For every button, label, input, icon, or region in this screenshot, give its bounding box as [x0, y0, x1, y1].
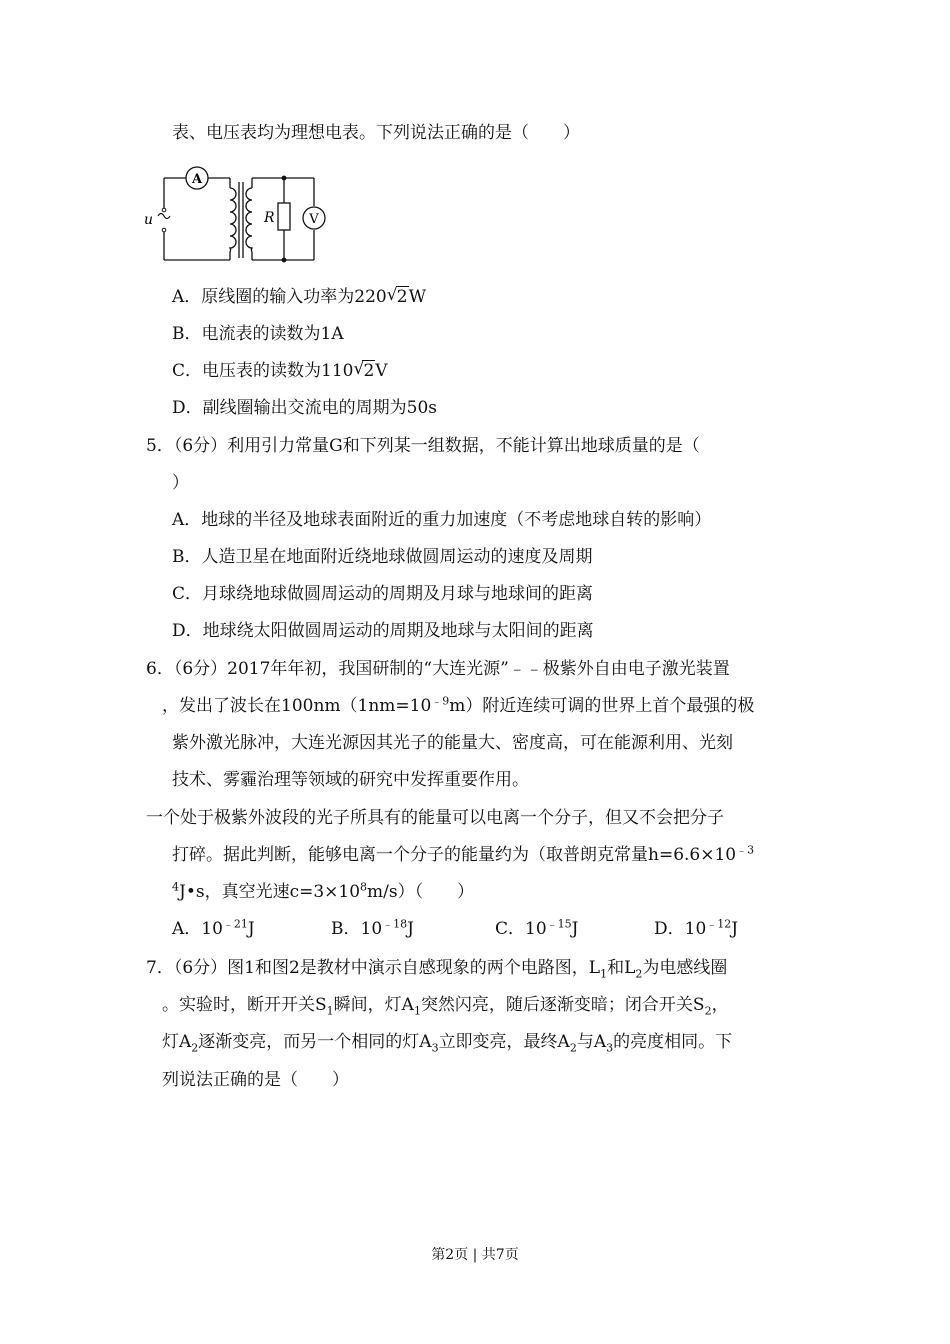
q5-option-a: A．地球的半径及地球表面附近的重力加速度（不考虑地球自转的影响） — [172, 510, 712, 530]
q5-stem-line1: 5．（6分）利用引力常量G和下列某一组数据，不能计算出地球质量的是（ — [146, 436, 700, 456]
q5-option-c: C．月球绕地球做圆周运动的周期及月球与地球间的距离 — [172, 584, 594, 604]
q5-option-d: D．地球绕太阳做圆周运动的周期及地球与太阳间的距离 — [172, 621, 594, 641]
q7-stem-line4: 列说法正确的是（ ） — [162, 1070, 349, 1090]
q4-option-d: D．副线圈输出交流电的周期为50s — [172, 398, 437, 418]
q6-stem-line7: $^4$J•s，真空光速$c=3\times 10^8m/s$）（ ） — [172, 880, 475, 902]
q5-option-b: B．人造卫星在地面附近绕地球做圆周运动的速度及周期 — [172, 547, 593, 567]
q6-stem-line2: ，发出了波长在$100nm(1nm=10^{﹣9}m)$附近连续可调的世界上首个最强的极 — [162, 694, 755, 716]
q5-stem-line2: ） — [172, 473, 189, 493]
page-footer: 第2页 | 共7页 — [431, 1247, 519, 1263]
q6-stem-line3: 紫外激光脉冲，大连光源因其光子的能量大、密度高，可在能源利用、光刻 — [172, 733, 733, 753]
q6-option-a: A．$10^{﹣21}J$ — [172, 917, 255, 939]
q6-stem-line6: 打碎。据此判断，能够电离一个分子的能量约为（取普朗克常量$h=6.6\times 10^{﹣3}$ — [172, 843, 755, 865]
q7-stem-line1: 7．（6分）图1和图2是教材中演示自感现象的两个电路图，$L_1$和$L_2$为电感线圈 — [146, 958, 728, 981]
question-4-stem-end: 表、电压表均为理想电表。下列说法正确的是（ ） — [172, 123, 580, 143]
q4-option-b: B．电流表的读数为1A — [172, 324, 344, 344]
q6-option-b: B．$10^{﹣18}J$ — [331, 917, 414, 939]
q6-option-c: C．$10^{﹣15}J$ — [495, 917, 579, 939]
q6-stem-line4: 技术、雾霾治理等领域的研究中发挥重要作用。 — [172, 770, 529, 790]
q4-option-a: A．原线圈的输入功率为220 √ 2W — [172, 285, 427, 307]
q4-option-c: C．电压表的读数为110 √ 2V — [172, 359, 388, 381]
q6-option-d: D．$10^{﹣12}J$ — [654, 917, 739, 939]
resistor-symbol — [278, 203, 290, 230]
resistor-label: R — [264, 210, 275, 226]
transformer-circuit-diagram — [140, 160, 340, 270]
ammeter-label: A — [191, 172, 203, 187]
q7-stem-line3: 灯$A_2$逐渐变亮，而另一个相同的灯$A_3$立即变亮，最终$A_2$与$A_3$的亮度相同。下 — [162, 1032, 733, 1055]
voltmeter-label: V — [309, 212, 319, 227]
source-label: u — [144, 212, 154, 228]
q6-stem-line5: 一个处于极紫外波段的光子所具有的能量可以电离一个分子，但又不会把分子 — [146, 808, 724, 828]
q6-stem-line1: 6．（6分）2017年年初，我国研制的“大连光源”﹣﹣极紫外自由电子激光装置 — [146, 659, 730, 679]
ac-source-symbol — [158, 214, 170, 219]
q7-stem-line2: 。实验时，断开开关$S_1$瞬间，灯$A_1$突然闪亮，随后逐渐变暗；闭合开关$S_2$， — [162, 995, 729, 1018]
